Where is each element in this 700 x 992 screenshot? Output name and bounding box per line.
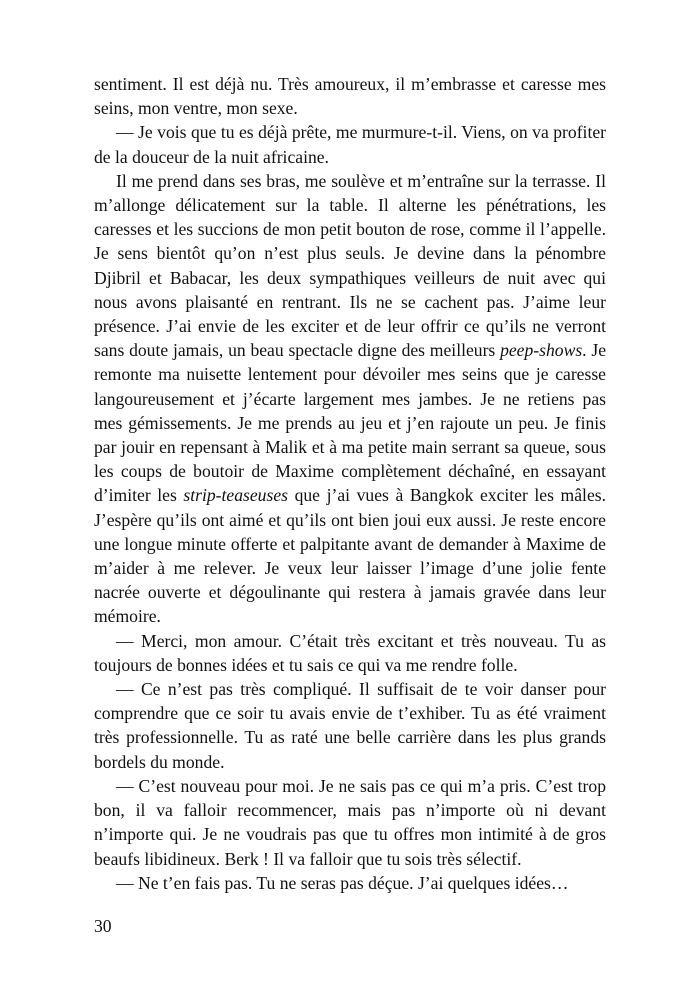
paragraph-1 — [94, 72, 606, 120]
paragraph-2-text: — Je vois que tu es déjà prête, me murmure-t-il. Viens, on va profiter de la douceur de la nuit africaine. — [94, 122, 606, 167]
paragraph-5-text: — Ce n’est pas très compliqué. Il suffisait de te voir danser pour comprendre que ce soir tu avais envie de t’exhiber. Tu as été vraiment très professionnelle. Tu as raté une belle carrière dans les plus grands bordels du monde. — [94, 679, 606, 772]
paragraph-6 — [94, 774, 606, 871]
paragraph-5 — [94, 677, 606, 774]
paragraph-4 — [94, 629, 606, 677]
paragraph-3-text-c: que j’ai vues à Bangkok exciter les mâles. J’espère qu’ils ont aimé et qu’ils ont bien joui eux aussi. Je reste encore une longue minute offerte et palpitante avant de demander à Maxime de m’aider à me relever. Je veux leur laisser l’image d’une jolie fente nacrée ouverte et dégoulinante qui restera à jamais gravée dans leur mémoire. — [94, 485, 606, 627]
paragraph-3-text-a: Il me prend dans ses bras, me soulève et m’entraîne sur la terrasse. Il m’allonge délicatement sur la table. Il alterne les pénétrations, les caresses et les succions de mon petit bouton de rose, comme il l’appelle. Je sens bientôt qu’on n’est plus seuls. Je devine dans la pénombre Djibril et Babacar, les deux sympathiques veilleurs de nuit avec qui nous avons plaisanté en rentrant. Ils ne se cachent pas. J’aime leur présence. J’ai envie de les exciter et de leur offrir ce qu’ils ne verront sans doute jamais, un beau spectacle digne des meilleurs — [94, 170, 606, 361]
paragraph-6-text: — C’est nouveau pour moi. Je ne sais pas ce qui m’a pris. C’est trop bon, il va falloir recommencer, mais pas n’importe où ni devant n’importe qui. Je ne voudrais pas que tu offres mon intimité à de gros beaufs libidineux. Berk ! Il va falloir que tu sois très sélectif. — [94, 775, 606, 869]
page-body — [94, 72, 606, 895]
paragraph-2 — [94, 120, 606, 168]
paragraph-7-text: — Ne t’en fais pas. Tu ne seras pas déçue. J’ai quelques idées… — [116, 872, 569, 893]
paragraph-3 — [94, 169, 606, 629]
page-number: 30 — [94, 916, 112, 936]
italic-term-peep-shows: peep-shows — [500, 340, 583, 361]
paragraph-7 — [94, 871, 606, 895]
paragraph-1-text: sentiment. Il est déjà nu. Très amoureux, il m’embrasse et caresse mes seins, mon ventre, mon sexe. — [94, 74, 606, 119]
paragraph-4-text: — Merci, mon amour. C’était très excitant et très nouveau. Tu as toujours de bonnes idées et tu sais ce qui va me rendre folle. — [94, 630, 606, 675]
paragraph-3-text-b: . Je remonte ma nuisette lentement pour dévoiler mes seins que je caresse langoureusement et j’écarte largement mes jambes. Je ne retiens pas mes gémissements. Je me prends au jeu et j’en rajoute un peu. Je finis par jouir en repensant à Malik et à ma petite main serrant sa queue, sous les coups de boutoir de Maxime complètement déchaîné, en essayant d’imiter les — [94, 340, 607, 506]
italic-term-strip-teaseuses: strip-teaseuses — [183, 485, 288, 506]
